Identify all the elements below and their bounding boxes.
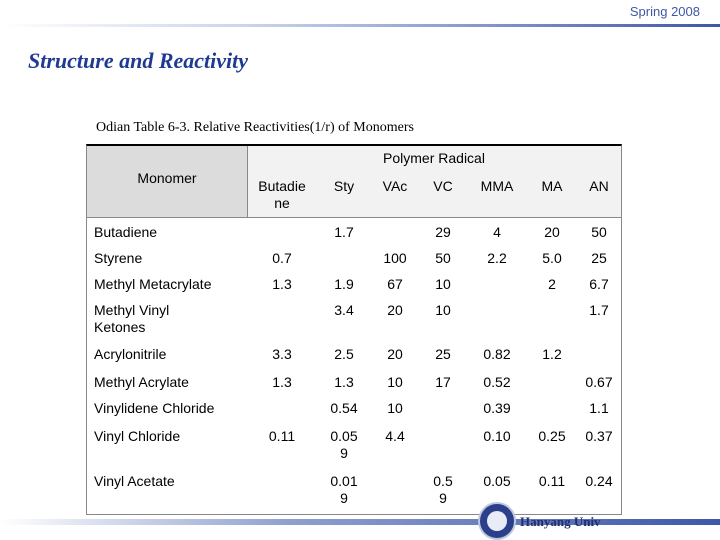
reactivity-value: 1.7 xyxy=(334,224,354,240)
radical-header-line1: VAc xyxy=(382,178,408,194)
monomer-name xyxy=(94,473,175,490)
reactivity-value: 0.54 xyxy=(330,400,358,416)
monomer-name xyxy=(94,374,189,391)
reactivity-value: 2 xyxy=(548,276,556,292)
monomer-name xyxy=(94,224,157,241)
radical-header-2 xyxy=(371,178,419,195)
university-seal-icon xyxy=(478,502,516,540)
reactivity-value: 0.37 xyxy=(585,428,613,444)
monomer-name-line1: Acrylonitrile xyxy=(94,346,167,362)
reactivity-value: 0.52 xyxy=(483,374,511,390)
top-rule xyxy=(0,24,720,27)
monomer-name-line1: Styrene xyxy=(94,250,143,266)
reactivity-value: 25 xyxy=(591,250,607,266)
reactivity-value: 10 xyxy=(387,400,403,416)
monomer-name-line1: Vinyl Chloride xyxy=(94,428,181,444)
reactivity-value: 1.3 xyxy=(272,276,292,292)
monomer-name-line1: Methyl Acrylate xyxy=(94,374,189,390)
reactivity-value: 100 xyxy=(383,250,407,266)
university-name: Hanyang Univ xyxy=(520,514,601,529)
reactivity-value: 0.01 9 xyxy=(330,473,358,506)
reactivity-value: 0.25 xyxy=(538,428,566,444)
reactivity-value: 2.2 xyxy=(487,250,507,266)
header-bottom-rule xyxy=(87,217,621,218)
radical-header-line1: MA xyxy=(541,178,563,194)
reactivity-value: 0.05 xyxy=(483,473,511,489)
reactivity-value: 3.3 xyxy=(272,346,292,362)
radical-header-4 xyxy=(467,178,527,195)
reactivity-value: 0.39 xyxy=(483,400,511,416)
season-label: Spring 2008 xyxy=(629,4,700,19)
radical-header-line1: Sty xyxy=(333,178,355,194)
reactivity-value: 0.11 xyxy=(268,428,296,444)
reactivity-value: 0.67 xyxy=(585,374,613,390)
reactivity-value: 0.24 xyxy=(585,473,613,489)
reactivity-value: 1.1 xyxy=(589,400,609,416)
monomer-name xyxy=(94,250,142,267)
reactivity-value: 67 xyxy=(387,276,403,292)
reactivity-value: 5.0 xyxy=(542,250,562,266)
radical-header-line1: AN xyxy=(589,178,609,194)
reactivity-value: 3.4 xyxy=(334,302,354,318)
reactivity-value: 2.5 xyxy=(334,346,354,362)
reactivity-value: 50 xyxy=(435,250,451,266)
reactivity-value: 1.7 xyxy=(589,302,609,318)
reactivity-value: 50 xyxy=(591,224,607,240)
reactivity-value: 0.05 9 xyxy=(330,428,358,461)
monomer-name xyxy=(94,346,166,363)
reactivity-value: 4 xyxy=(493,224,501,240)
reactivity-value: 10 xyxy=(435,302,451,318)
polymer-radical-header: Polymer Radical xyxy=(383,150,485,166)
monomer-name-line1: Vinyl Acetate xyxy=(94,473,175,489)
radical-header-line2: ne xyxy=(274,195,290,211)
monomer-name-line1: Methyl Metacrylate xyxy=(94,276,212,292)
bottom-rule xyxy=(0,519,720,525)
reactivity-value: 17 xyxy=(435,374,451,390)
slide-title: Structure and Reactivity xyxy=(28,48,248,73)
reactivity-value: 10 xyxy=(435,276,451,292)
reactivity-value: 0.11 xyxy=(538,473,566,489)
reactivity-value: 1.3 xyxy=(272,374,292,390)
monomer-name-line1: Methyl Vinyl xyxy=(94,302,170,318)
reactivity-value: 10 xyxy=(387,374,403,390)
reactivity-value: 4.4 xyxy=(385,428,405,444)
reactivity-table xyxy=(86,144,622,515)
reactivity-value: 6.7 xyxy=(589,276,609,292)
monomer-column-header: Monomer xyxy=(137,170,197,186)
radical-header-line1: Butadie xyxy=(258,178,306,194)
radical-header-5 xyxy=(527,178,577,195)
table-caption: Odian Table 6-3. Relative Reactivities(1/r) of Monomers xyxy=(96,120,414,135)
radical-header-6 xyxy=(577,178,621,195)
reactivity-value: 1.9 xyxy=(334,276,354,292)
monomer-name xyxy=(94,302,169,336)
radical-header-1 xyxy=(317,178,371,195)
reactivity-value: 1.2 xyxy=(542,346,562,362)
reactivity-value: 20 xyxy=(544,224,560,240)
radical-header-3 xyxy=(419,178,467,195)
reactivity-value: 20 xyxy=(387,302,403,318)
monomer-name-line2: Ketones xyxy=(94,319,146,335)
reactivity-value: 0.82 xyxy=(483,346,511,362)
reactivity-value: 1.3 xyxy=(334,374,354,390)
reactivity-value: 0.5 9 xyxy=(433,473,453,506)
radical-header-line1: MMA xyxy=(480,178,514,194)
reactivity-value: 25 xyxy=(435,346,451,362)
radical-header-0 xyxy=(247,178,317,212)
monomer-name xyxy=(94,276,211,293)
monomer-name-line1: Vinylidene Chloride xyxy=(94,400,215,416)
radical-header-line1: VC xyxy=(433,178,453,194)
monomer-name xyxy=(94,400,214,417)
reactivity-value: 20 xyxy=(387,346,403,362)
monomer-name-line1: Butadiene xyxy=(94,224,158,240)
reactivity-value: 29 xyxy=(435,224,451,240)
reactivity-value: 0.7 xyxy=(272,250,292,266)
monomer-name xyxy=(94,428,180,445)
reactivity-value: 0.10 xyxy=(483,428,511,444)
